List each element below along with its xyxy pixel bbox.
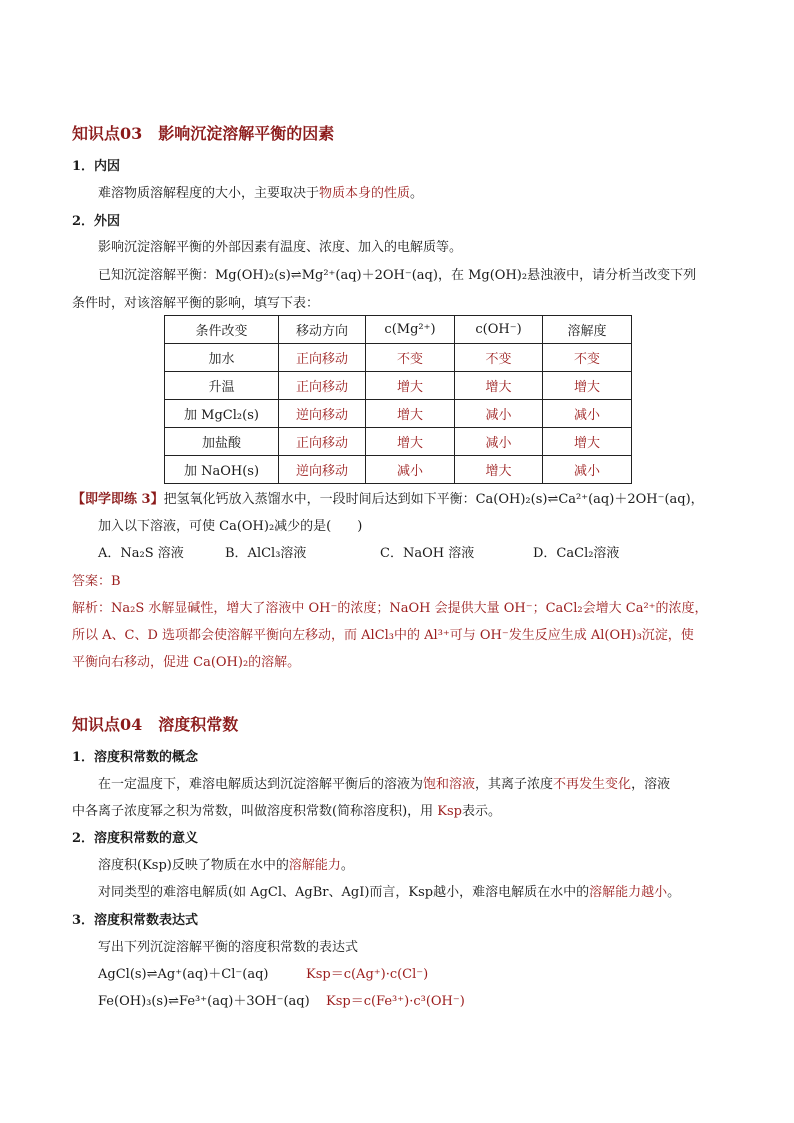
table-cell: 增大 — [455, 456, 543, 484]
table-header-cell: c(OH⁻) — [455, 316, 543, 344]
table-cell: 减小 — [366, 456, 455, 484]
ksp-meaning-line2: 对同类型的难溶电解质(如 AgCl、AgBr、AgI)而言，Ksp越小，难溶电解质在水中的溶解能力越小。 — [98, 885, 681, 900]
table-row — [165, 344, 632, 372]
outer-cause-text2: 已知沉淀溶解平衡：Mg(OH)₂(s)⇌Mg²⁺(aq)＋2OH⁻(aq)，在 Mg(OH)₂悬浊液中，请分析当改变下列 — [98, 268, 697, 283]
ksp-concept-line1: 在一定温度下，难溶电解质达到沉淀溶解平衡后的溶液为饱和溶液，其离子浓度不再发生变化，溶液 — [98, 777, 671, 792]
heading-ksp-expression: 3．溶度积常数表达式 — [72, 913, 199, 928]
table-cell: 增大 — [366, 400, 455, 428]
practice-tag: 【即学即练 3】 — [72, 492, 164, 507]
table-row — [165, 372, 632, 400]
table-cell: 不变 — [455, 344, 543, 372]
analysis-line1: 解析：Na₂S 水解显碱性，增大了溶液中 OH⁻的浓度；NaOH 会提供大量 OH⁻；CaCl₂会增大 Ca²⁺的浓度， — [72, 601, 708, 616]
answer: 答案：B — [72, 574, 121, 589]
heading-outer-cause: 2．外因 — [72, 214, 121, 229]
ksp-concept-line2: 中各离子浓度幂之积为常数，叫做溶度积常数(简称溶度积)，用 Ksp表示。 — [72, 804, 502, 819]
option-d: D．CaCl₂溶液 — [533, 546, 620, 561]
analysis-line2: 所以 A、C、D 选项都会使溶解平衡向左移动，而 AlCl₃中的 Al³⁺可与 OH⁻发生反应生成 Al(OH)₃沉淀，使 — [72, 628, 694, 643]
equation-agcl: AgCl(s)⇌Ag⁺(aq)＋Cl⁻(aq) — [98, 967, 269, 982]
equilibrium-table — [164, 315, 632, 484]
table-row — [165, 400, 632, 428]
heading-ksp-concept: 1．溶度积常数的概念 — [72, 750, 199, 765]
ksp-meaning-line1: 溶度积(Ksp)反映了物质在水中的溶解能力。 — [98, 858, 354, 873]
table-header-cell: 溶解度 — [543, 316, 632, 344]
equation-feoh3: Fe(OH)₃(s)⇌Fe³⁺(aq)＋3OH⁻(aq) — [98, 994, 310, 1009]
ksp-feoh3: Ksp＝c(Fe³⁺)·c³(OH⁻) — [326, 994, 465, 1009]
table-header-row — [165, 316, 632, 344]
table-cell: 不变 — [366, 344, 455, 372]
table-cell: 增大 — [366, 372, 455, 400]
table-header-cell: 移动方向 — [279, 316, 366, 344]
heading-inner-cause: 1．内因 — [72, 159, 121, 174]
section-title-03: 知识点03 影响沉淀溶解平衡的因素 — [72, 124, 335, 143]
highlight-property: 物质本身的性质 — [319, 186, 411, 201]
ksp-agcl: Ksp＝c(Ag⁺)·c(Cl⁻) — [306, 967, 429, 982]
option-c: C．NaOH 溶液 — [380, 546, 475, 561]
table-cell: 加 NaOH(s) — [165, 456, 279, 484]
table-cell: 加盐酸 — [165, 428, 279, 456]
section-title-04: 知识点04 溶度积常数 — [72, 715, 239, 734]
table-header-cell: c(Mg²⁺) — [366, 316, 455, 344]
table-cell: 逆向移动 — [279, 456, 366, 484]
analysis-line3: 平衡向右移动，促进 Ca(OH)₂的溶解。 — [72, 655, 301, 670]
table-row — [165, 428, 632, 456]
table-cell: 增大 — [543, 428, 632, 456]
outer-cause-text3: 条件时，对该溶解平衡的影响，填写下表： — [72, 296, 320, 311]
table-cell: 加水 — [165, 344, 279, 372]
table-cell: 正向移动 — [279, 428, 366, 456]
table-cell: 正向移动 — [279, 372, 366, 400]
table-header-cell: 条件改变 — [165, 316, 279, 344]
heading-ksp-meaning: 2．溶度积常数的意义 — [72, 831, 199, 846]
practice-question-line2: 加入以下溶液，可使 Ca(OH)₂减少的是( ) — [98, 519, 363, 534]
table-row — [165, 456, 632, 484]
table-cell: 增大 — [543, 372, 632, 400]
table-cell: 减小 — [455, 400, 543, 428]
table-cell: 加 MgCl₂(s) — [165, 400, 279, 428]
inner-cause-text: 难溶物质溶解程度的大小，主要取决于物质本身的性质。 — [98, 186, 424, 201]
table-cell: 减小 — [543, 400, 632, 428]
practice-question: 【即学即练 3】把氢氧化钙放入蒸馏水中，一段时间后达到如下平衡：Ca(OH)₂(s)⇌Ca²⁺(aq)＋2OH⁻(aq)， — [72, 492, 704, 507]
ksp-expression-intro: 写出下列沉淀溶解平衡的溶度积常数的表达式 — [98, 940, 359, 955]
table-cell: 减小 — [455, 428, 543, 456]
table-cell: 减小 — [543, 456, 632, 484]
table-cell: 增大 — [366, 428, 455, 456]
table-cell: 升温 — [165, 372, 279, 400]
outer-cause-text1: 影响沉淀溶解平衡的外部因素有温度、浓度、加入的电解质等。 — [98, 240, 463, 255]
option-b: B．AlCl₃溶液 — [225, 546, 307, 561]
table-cell: 正向移动 — [279, 344, 366, 372]
option-a: A．Na₂S 溶液 — [98, 546, 184, 561]
table-cell: 逆向移动 — [279, 400, 366, 428]
table-cell: 增大 — [455, 372, 543, 400]
table-cell: 不变 — [543, 344, 632, 372]
